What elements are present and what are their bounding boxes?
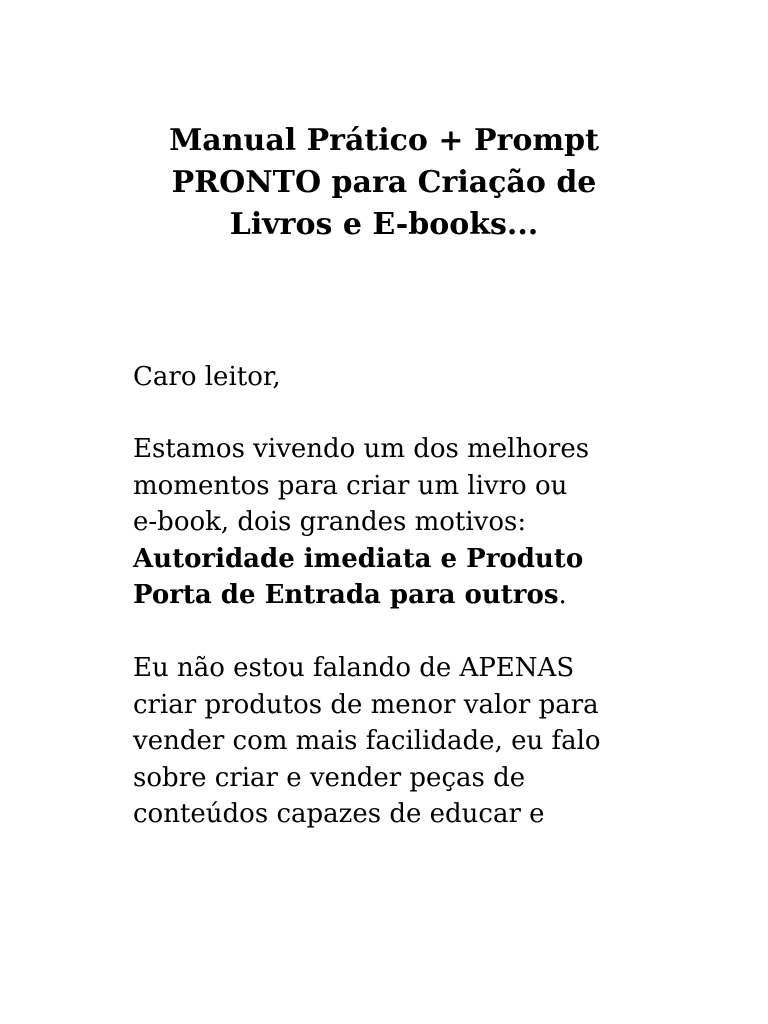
paragraph-1-line-2: momentos para criar um livro ou <box>133 470 568 501</box>
paragraph-2-line-2: criar produtos de menor valor para <box>133 689 599 720</box>
document-title <box>133 120 635 246</box>
paragraph-2-line-5: conteúdos capazes de educar e <box>133 799 545 829</box>
paragraph-2 <box>133 650 653 833</box>
paragraph-1-line-1: Estamos vivendo um dos melhores <box>133 434 590 464</box>
paragraph-1-bold-line-1: Autoridade imediata e Produto <box>133 543 584 574</box>
paragraph-1-line-3: e-book, dois grandes motivos: <box>133 507 527 537</box>
paragraph-1 <box>133 431 653 614</box>
title-line-1: Manual Prático + Prompt <box>169 123 599 158</box>
title-line-3: Livros e E-books... <box>229 207 539 242</box>
paragraph-2-line-3: vender com mais facilidade, eu falo <box>133 726 601 756</box>
paragraph-2-line-4: sobre criar e vender peças de <box>133 762 526 793</box>
salutation: Caro leitor, <box>133 362 281 392</box>
paragraph-1-bold-line-2: Porta de Entrada para outros <box>133 580 559 610</box>
paragraph-1-period: . <box>558 580 567 610</box>
title-line-2: PRONTO para Criação de <box>171 165 597 200</box>
paragraph-2-line-1: Eu não estou falando de APENAS <box>133 653 575 683</box>
